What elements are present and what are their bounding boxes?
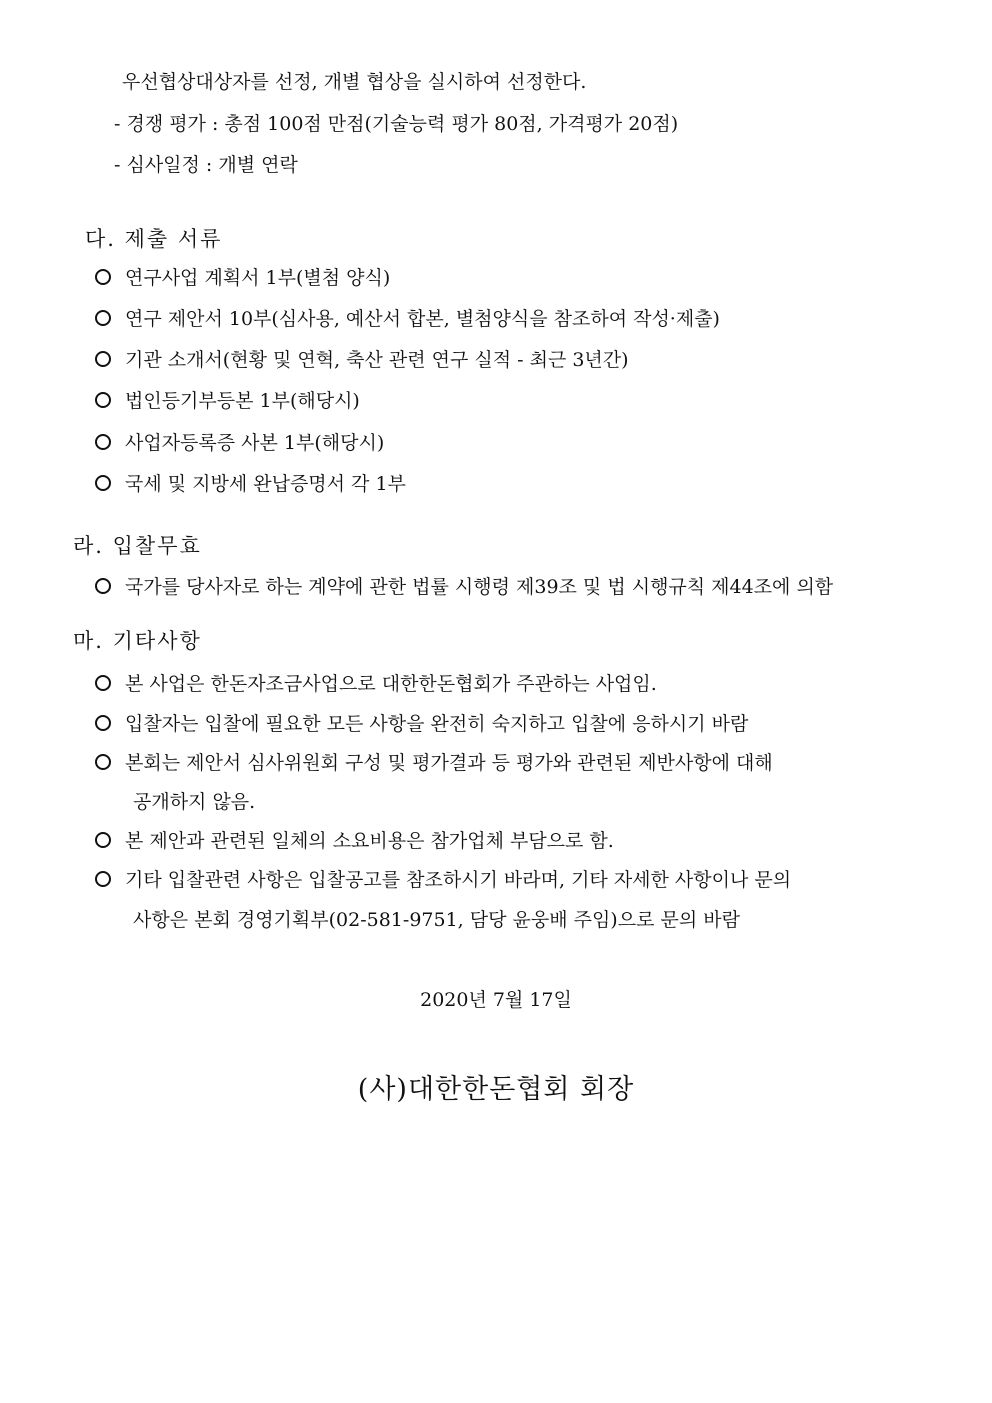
circle-bullet-icon: [95, 871, 111, 887]
list-item: [95, 574, 833, 600]
section-title-submission-documents: 다. 제출 서류: [85, 227, 223, 251]
list-item: [95, 471, 406, 497]
circle-bullet-icon: [95, 269, 111, 285]
list-item: [95, 867, 791, 893]
circle-bullet-icon: [95, 310, 111, 326]
list-item: [95, 671, 657, 697]
list-item: [95, 430, 384, 456]
list-item-text: 사업자등록증 사본 1부(해당시): [125, 432, 385, 454]
list-item-text: 본회는 제안서 심사위원회 구성 및 평가결과 등 평가와 관련된 제반사항에 대해: [125, 752, 773, 774]
list-item-text: 연구 제안서 10부(심사용, 예산서 합본, 별첨양식을 참조하여 작성·제출): [125, 308, 720, 330]
circle-bullet-icon: [95, 675, 111, 691]
circle-bullet-icon: [95, 351, 111, 367]
circle-bullet-icon: [95, 715, 111, 731]
list-item-continuation: 사항은 본회 경영기획부(02-581-9751, 담당 윤웅배 주임)으로 문의 바람: [133, 909, 740, 931]
intro-line-1: 우선협상대상자를 선정, 개별 협상을 실시하여 선정한다.: [122, 71, 587, 93]
list-item-text: 국세 및 지방세 완납증명서 각 1부: [125, 473, 406, 495]
list-item-text: 기관 소개서(현황 및 연혁, 축산 관련 연구 실적 - 최근 3년간): [125, 349, 629, 371]
list-item-text: 본 제안과 관련된 일체의 소요비용은 참가업체 부담으로 함.: [125, 830, 614, 852]
circle-bullet-icon: [95, 832, 111, 848]
list-item-text: 법인등기부등본 1부(해당시): [125, 390, 360, 412]
list-item-continuation: 공개하지 않음.: [133, 791, 256, 813]
list-item: [95, 265, 390, 291]
list-item-text: 기타 입찰관련 사항은 입찰공고를 참조하시기 바라며, 기타 자세한 사항이나 문의: [125, 869, 792, 891]
list-item-text: 연구사업 계획서 1부(별첨 양식): [125, 267, 391, 289]
circle-bullet-icon: [95, 392, 111, 408]
list-item: [95, 750, 773, 776]
section-title-bid-invalidity: 라. 입찰무효: [73, 534, 202, 558]
intro-line-evaluation: - 경쟁 평가 : 총점 100점 만점(기술능력 평가 80점, 가격평가 20점): [114, 113, 679, 135]
list-item-text: 본 사업은 한돈자조금사업으로 대한한돈협회가 주관하는 사업임.: [125, 673, 657, 695]
list-item: [95, 388, 360, 414]
list-item: [95, 711, 748, 737]
document-date: 2020년 7월 17일: [420, 989, 572, 1011]
section-title-other-matters: 마. 기타사항: [73, 629, 202, 653]
circle-bullet-icon: [95, 578, 111, 594]
circle-bullet-icon: [95, 434, 111, 450]
signature-title: (사)대한한돈협회 회장: [357, 1074, 635, 1105]
intro-line-schedule: - 심사일정 : 개별 연락: [114, 154, 298, 176]
list-item: [95, 828, 614, 854]
list-item-text: 입찰자는 입찰에 필요한 모든 사항을 완전히 숙지하고 입찰에 응하시기 바람: [125, 713, 749, 735]
list-item: [95, 306, 720, 332]
circle-bullet-icon: [95, 754, 111, 770]
list-item: [95, 347, 629, 373]
list-item-text: 국가를 당사자로 하는 계약에 관한 법률 시행령 제39조 및 법 시행규칙 제44조에 의함: [125, 576, 834, 598]
circle-bullet-icon: [95, 475, 111, 491]
